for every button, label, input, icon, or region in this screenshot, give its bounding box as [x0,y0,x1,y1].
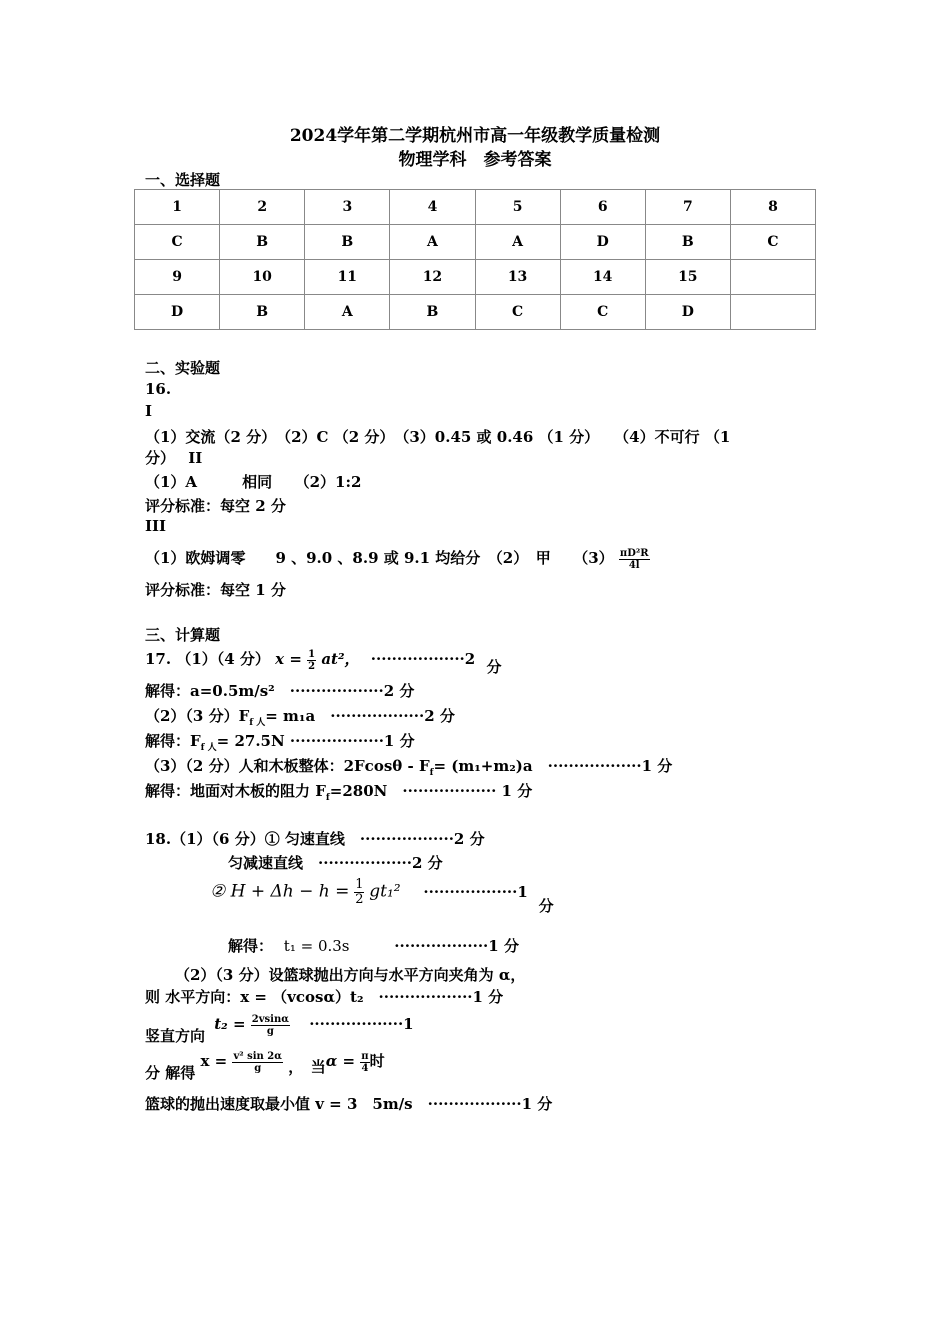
q18-l8-prefix: 分 解得 [145,1064,196,1082]
part-i-answers: （1）交流（2 分） （2）C （2 分） （3）0.45 或 0.46 （1 分） （4）不可行 （1 [145,428,731,446]
part-i-label: I [145,402,153,420]
q17-l5-sub: f [429,768,434,778]
q18-l8-end: 时 [369,1052,385,1070]
table-cell: 9 [135,260,220,295]
table-row [135,225,816,260]
fraction-numerator: 1 [355,877,364,892]
part-ii-answers: （1）A 相同 （2）1:2 [145,473,362,491]
t2-fraction [251,1014,290,1037]
q18-formula-lhs: ② H + Δh − h = [210,881,350,902]
part-iii-text: （1）欧姆调零 9 、9.0 、8.9 或 9.1 均给分 （2） 甲 （3） [145,549,614,567]
fraction-numerator: v² sin 2α [233,1050,282,1062]
fraction-numerator: πD²R [619,547,649,559]
half-fraction [307,649,316,672]
table-cell: 11 [305,260,390,295]
part-i-answers-cont [145,447,202,468]
table-cell: C [560,295,645,330]
resistivity-fraction [619,548,650,571]
q17-formula-x: x = [275,650,302,668]
q18-line7 [145,1013,414,1045]
table-cell: 2 [220,190,305,225]
range-fraction [232,1051,283,1074]
q17-l6-text: 解得：地面对木板的阻力 F [145,782,326,800]
q18-l7-formula: t₂ = [214,1015,246,1033]
q17-l3-sub: f 人 [249,718,266,728]
table-cell: 15 [645,260,730,295]
q17-l5-rest: = (m₁+m₂)a ··················1 分 [433,757,673,775]
table-cell: B [390,295,475,330]
fraction-denominator: g [266,1025,274,1037]
table-cell: D [135,295,220,330]
table-cell: B [220,295,305,330]
table-cell: 4 [390,190,475,225]
fraction-numerator: 1 [308,648,316,660]
q18-score-dots: ··················1 [423,882,528,901]
table-cell: 12 [390,260,475,295]
q18-line6: 则 水平方向：x = （vcosα）t₂ ··················1 分 [145,988,504,1006]
q18-line5: （2）（3 分）设篮球抛出方向与水平方向夹角为 α， [175,966,526,984]
table-cell: C [730,225,815,260]
q18-l8-mid: ， 当 [288,1058,326,1076]
table-cell: 6 [560,190,645,225]
q18-l4-prefix: 解得： [228,937,274,955]
q17-l4-rest: = 27.5N ··················1 分 [216,732,415,750]
fraction-denominator: 2 [308,660,316,672]
part-ii-score: 评分标准：每空 2 分 [145,497,286,515]
table-cell: A [390,225,475,260]
part-iii-label: III [145,517,167,535]
q18-l7-dots: ··················1 [309,1015,414,1033]
part-ii-label: II [188,449,203,467]
fraction-denominator: g [254,1062,262,1074]
fraction-denominator: 4l [628,559,640,571]
q18-line4 [228,935,519,956]
q18-score-unit: 分 [538,896,554,915]
fraction-numerator: 2vsinα [251,1013,289,1025]
table-cell: B [220,225,305,260]
q18-line9: 篮球的抛出速度取最小值 v = 3 5m/s ··················1 分 [145,1095,553,1113]
q17-line3 [145,705,455,728]
fraction-numerator: π [361,1050,369,1062]
table-cell: 1 [135,190,220,225]
question-16-label: 16. [145,380,172,398]
q17-l6-rest: =280N ·················· 1 分 [329,782,533,800]
table-cell: D [645,295,730,330]
document-title: 2024学年第二学期杭州市高一年级教学质量检测 [289,126,661,146]
q17-score-dots: ··················2 [370,650,476,668]
part-i-answers-end: 分） [145,449,176,467]
q17-line6 [145,780,532,803]
q18-formula-rhs: gt₁² [369,881,401,902]
pi-over-4-fraction [360,1051,369,1074]
table-cell: 5 [475,190,560,225]
q17-l4-text: 解得：F [145,732,201,750]
table-cell [730,295,815,330]
q18-l4-value: t₁ = 0.3s [283,937,350,955]
q17-l6-sub: f [325,793,330,803]
q17-line1 [145,648,502,676]
section-heading-experiment: 二、实验题 [145,359,221,377]
half-fraction [354,878,364,907]
section-heading-calculation: 三、计算题 [145,626,221,644]
table-cell: B [305,225,390,260]
table-cell: 3 [305,190,390,225]
table-row [135,260,816,295]
fraction-denominator: 2 [355,892,364,907]
q17-score-unit: 分 [486,658,502,676]
table-cell: 10 [220,260,305,295]
table-cell: C [475,295,560,330]
q18-line3 [210,877,554,915]
table-cell [730,260,815,295]
q17-line2: 解得：a=0.5m/s² ··················2 分 [145,682,415,700]
document-subtitle: 物理学科 参考答案 [398,150,552,170]
q17-l4-sub: f 人 [200,743,217,753]
q18-line2: 匀减速直线 ··················2 分 [228,854,443,872]
q17-line4 [145,730,415,753]
answer-table [134,189,816,330]
q17-part1-label: 17. （1）（4 分） [145,650,270,668]
part-iii-answers [145,547,650,571]
table-row [135,190,816,225]
table-cell: 8 [730,190,815,225]
q17-l3-text: （2）（3 分）F [145,707,250,725]
table-cell: 14 [560,260,645,295]
q18-line8 [145,1050,385,1082]
table-cell: A [305,295,390,330]
part-iii-score: 评分标准：每空 1 分 [145,581,286,599]
table-cell: 13 [475,260,560,295]
q17-formula-rest: at²， [321,650,360,668]
q18-l8-alpha: α = [325,1052,356,1070]
table-cell: 7 [645,190,730,225]
q18-line1: 18.（1）（6 分）① 匀速直线 ··················2 分 [145,830,485,848]
table-cell: D [560,225,645,260]
table-cell: A [475,225,560,260]
q17-line5 [145,755,672,778]
q18-l8-formula: x = [200,1052,228,1070]
fraction-denominator: 4 [361,1062,369,1074]
table-row [135,295,816,330]
q18-l4-dots: ··················1 分 [394,937,519,955]
section-heading-choice: 一、选择题 [145,171,221,189]
q17-l5-text: （3）（2 分）人和木板整体：2Fcosθ - F [145,757,430,775]
q17-l3-rest: = m₁a ··················2 分 [265,707,455,725]
table-cell: B [645,225,730,260]
table-cell: C [135,225,220,260]
q18-l7-prefix: 竖直方向 [145,1027,206,1045]
